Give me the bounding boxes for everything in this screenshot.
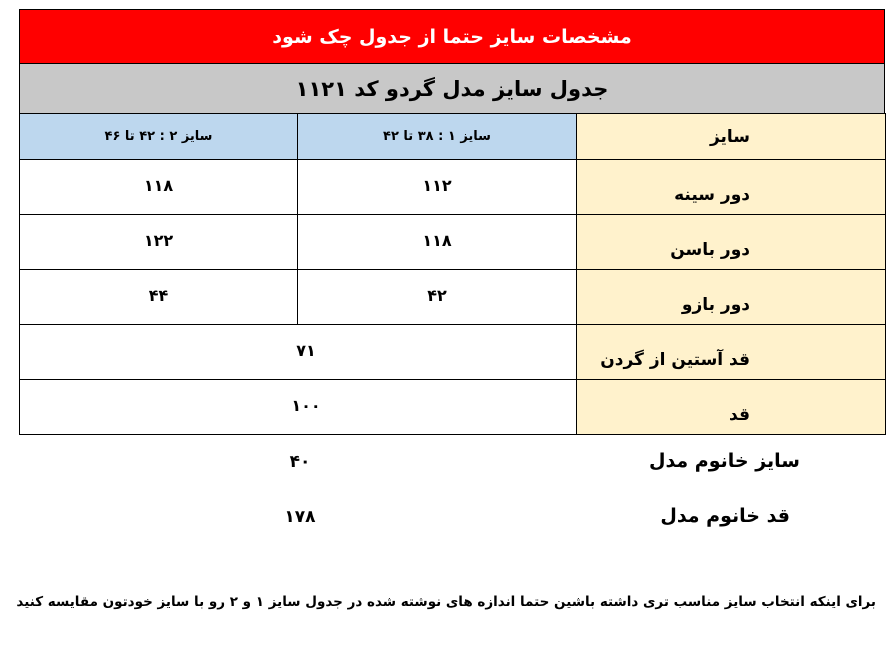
column-header-size1: سایز ۱ : ۳۸ تا ۴۲ bbox=[298, 114, 577, 160]
table-row bbox=[20, 270, 886, 325]
model-size-label: سایز خانوم مدل bbox=[648, 450, 800, 472]
table-row bbox=[20, 325, 886, 380]
size-table bbox=[19, 113, 886, 435]
row-label-arm: دور بازو bbox=[577, 270, 886, 325]
row-label-length: قد bbox=[577, 380, 886, 435]
row-label-chest: دور سینه bbox=[577, 160, 886, 215]
cell-hip-size2: ۱۲۲ bbox=[20, 215, 298, 270]
table-row bbox=[20, 160, 886, 215]
model-height-value: ۱۷۸ bbox=[284, 507, 316, 527]
cell-sleeve-length: ۷۱ bbox=[20, 325, 577, 380]
model-size-value: ۴۰ bbox=[289, 452, 311, 472]
column-header-size2: سایز ۲ : ۴۲ تا ۴۶ bbox=[20, 114, 298, 160]
cell-hip-size1: ۱۱۸ bbox=[298, 215, 577, 270]
subtitle-banner bbox=[19, 63, 885, 113]
page-title: مشخصات سایز حتما از جدول چک شود bbox=[272, 25, 632, 48]
cell-chest-size1: ۱۱۲ bbox=[298, 160, 577, 215]
cell-arm-size1: ۴۲ bbox=[298, 270, 577, 325]
row-label-hip: دور باسن bbox=[577, 215, 886, 270]
column-header-size-label: سایز bbox=[577, 114, 886, 160]
title-banner bbox=[19, 9, 885, 63]
table-row bbox=[20, 215, 886, 270]
cell-arm-size2: ۴۴ bbox=[20, 270, 298, 325]
table-row bbox=[20, 380, 886, 435]
cell-length: ۱۰۰ bbox=[20, 380, 577, 435]
table-header-row bbox=[20, 114, 886, 160]
row-label-sleeve-length: قد آستین از گردن bbox=[577, 325, 886, 380]
cell-chest-size2: ۱۱۸ bbox=[20, 160, 298, 215]
footnote-text: برای اینکه انتخاب سایز مناسب تری داشته باشین حتما اندازه های نوشته شده در جدول سایز ۱ و ۲ رو با سایز خودتون مقایسه کنید bbox=[16, 594, 876, 610]
model-height-label: قد خانوم مدل bbox=[660, 505, 790, 527]
table-title: جدول سایز مدل گردو کد ۱۱۲۱ bbox=[295, 76, 609, 101]
